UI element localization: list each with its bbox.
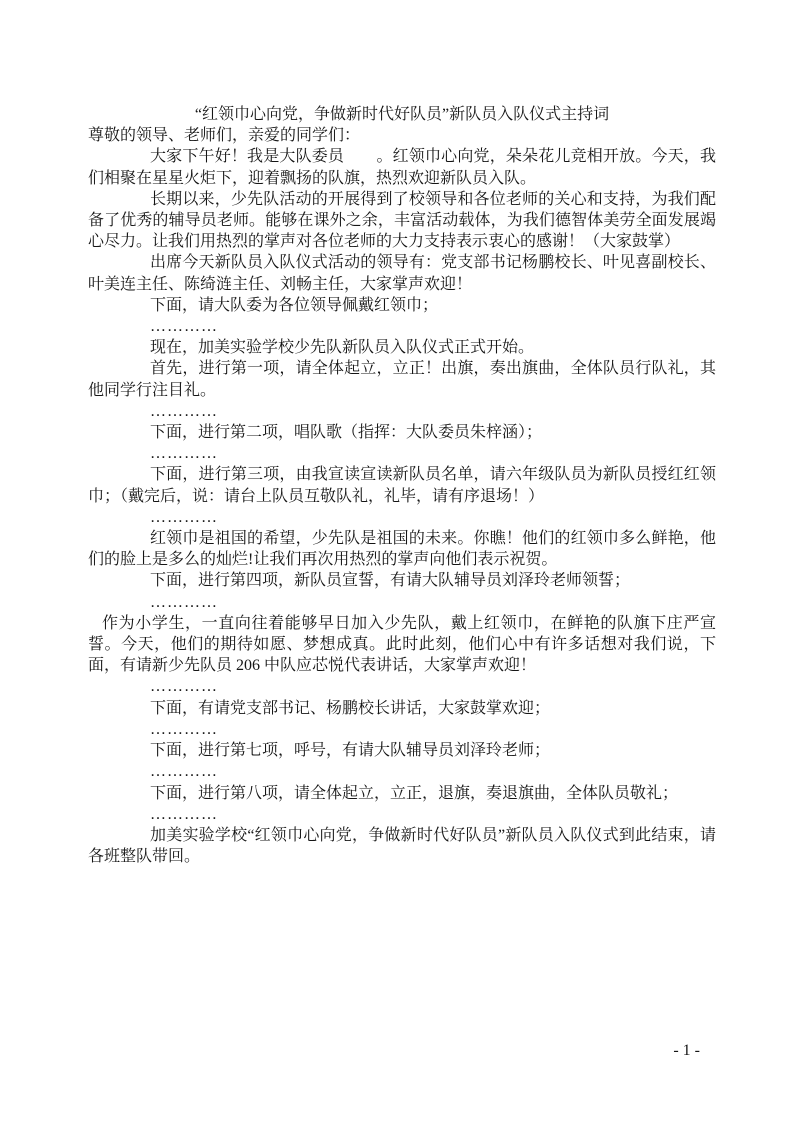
ellipsis-line: ………… xyxy=(150,593,218,611)
ellipsis-line: ………… xyxy=(150,402,218,420)
paragraph: 下面，有请党支部书记、杨鹏校长讲话，大家鼓掌欢迎； xyxy=(150,699,551,717)
paragraph: 出席今天新队员入队仪式活动的领导有：党支部书记杨鹏校长、叶见喜副校长、叶美连主任、陈绮涟主任、刘畅主任，大家掌声欢迎！ xyxy=(88,254,716,293)
paragraph: 加美实验学校“红领巾心向党，争做新时代好队员”新队员入队仪式到此结束，请各班整队带回。 xyxy=(88,826,716,866)
ellipsis-line: ………… xyxy=(150,678,218,696)
paragraph: 尊敬的领导、老师们，亲爱的同学们： xyxy=(88,127,361,145)
paragraph: 作为小学生，一直向往着能够早日加入少先队，戴上红领巾，在鲜艳的队旗下庄严宣誓。今天，他们的期待如愿、梦想成真。此时此刻，他们心中有许多话想对我们说，下面，有请新少先队员 206 中队应芯悦代表讲话，大家掌声欢迎！ xyxy=(88,614,716,675)
paragraph: 下面，请大队委为各位领导佩戴红领巾； xyxy=(150,296,439,314)
ellipsis-line: ………… xyxy=(150,508,218,526)
paragraph: 大家下午好！我是大队委员 。红领巾心向党，朵朵花儿竞相开放。今天，我们相聚在星星火炬下，迎着飘扬的队旗，热烈欢迎新队员入队。 xyxy=(88,148,716,187)
paragraph: 下面，进行第三项，由我宣读宣读新队员名单，请六年级队员为新队员授红红领巾；（戴完后，说：请台上队员互敬队礼，礼毕，请有序退场！） xyxy=(88,466,716,505)
document-content xyxy=(88,104,716,867)
paragraph: 首先，进行第一项，请全体起立，立正！出旗，奏出旗曲，全体队员行队礼，其他同学行注目礼。 xyxy=(88,360,716,399)
ellipsis-line: ………… xyxy=(150,318,218,336)
ellipsis-line: ………… xyxy=(150,805,218,823)
paragraph: 下面，进行第四项，新队员宣誓，有请大队辅导员刘泽玲老师领誓； xyxy=(150,572,631,590)
ellipsis-line: ………… xyxy=(150,445,218,463)
document-body xyxy=(88,125,716,867)
page-number: - 1 - xyxy=(673,1042,700,1059)
paragraph: 红领巾是祖国的希望，少先队是祖国的未来。你瞧！他们的红领巾多么鲜艳，他们的脸上是多么的灿烂!让我们再次用热烈的掌声向他们表示祝贺。 xyxy=(88,530,716,569)
paragraph: 长期以来，少先队活动的开展得到了校领导和各位老师的关心和支持，为我们配备了优秀的辅导员老师。能够在课外之余，丰富活动载体，为我们德智体美劳全面发展竭心尽力。让我们用热烈的掌声对各位老师的大力支持表示衷心的感谢！（大家鼓掌） xyxy=(88,190,716,251)
ellipsis-line: ………… xyxy=(150,763,218,781)
paragraph: 下面，进行第二项，唱队歌（指挥：大队委员朱梓涵）； xyxy=(150,424,543,442)
paragraph: 下面，进行第八项，请全体起立，立正，退旗，奏退旗曲，全体队员敬礼； xyxy=(150,784,679,802)
paragraph: 现在，加美实验学校少先队新队员入队仪式正式开始。 xyxy=(150,339,535,357)
ellipsis-line: ………… xyxy=(150,720,218,738)
paragraph: 下面，进行第七项，呼号，有请大队辅导员刘泽玲老师； xyxy=(150,742,551,760)
document-title: “红领巾心向党，争做新时代好队员”新队员入队仪式主持词 xyxy=(194,106,610,123)
